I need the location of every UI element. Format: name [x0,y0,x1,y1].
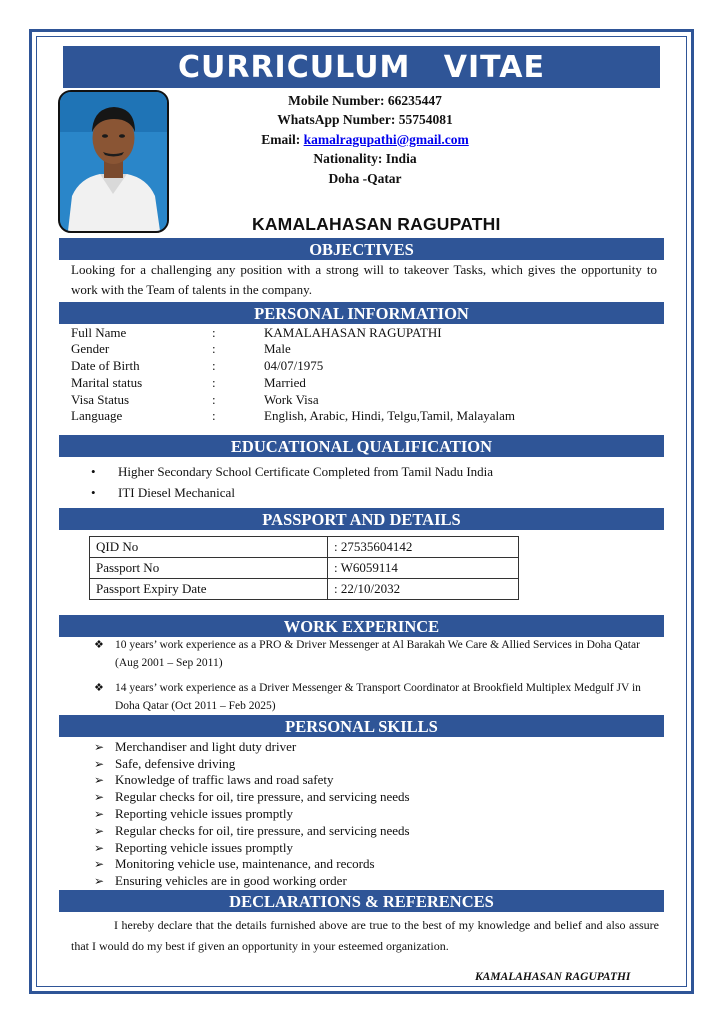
bullet-icon: • [91,485,96,500]
declaration-heading: DECLARATIONS & REFERENCES [59,890,664,912]
arrow-bullet-icon: ➢ [94,740,105,754]
info-value: Work Visa [264,392,319,407]
info-label: Visa Status [71,392,130,407]
skill-item: Reporting vehicle issues promptly [115,806,294,821]
info-value: Male [264,341,291,356]
info-label: Language [71,408,123,423]
passport-table [89,536,519,600]
info-colon: : [212,341,216,356]
work-item: 14 years’ work experience as a Driver Messenger & Transport Coordinator at Brookfield Multiplex Medgulf JV in Doha Qatar (Oct 2011 – Feb 2025) [115,682,641,712]
info-value: English, Arabic, Hindi, Telgu,Tamil, Malayalam [264,408,516,423]
arrow-bullet-icon: ➢ [94,790,105,804]
skill-item: Reporting vehicle issues promptly [115,840,294,855]
objectives-heading: OBJECTIVES [59,238,664,260]
skill-item: Ensuring vehicles are in good working order [115,873,347,888]
candidate-name: KAMALAHASAN RAGUPATHI [252,214,501,234]
passport-label: QID No [90,537,328,558]
arrow-bullet-icon: ➢ [94,857,105,871]
info-label: Marital status [71,375,143,390]
profile-photo [58,90,169,233]
passport-heading: PASSPORT AND DETAILS [59,508,664,530]
info-colon: : [212,375,216,390]
contact-block [200,91,530,188]
table-row [90,537,519,558]
personal-info-heading: PERSONAL INFORMATION [59,302,664,324]
skill-item: Knowledge of traffic laws and road safety [115,772,334,787]
skill-item: Safe, defensive driving [115,756,236,771]
diamond-bullet-icon: ❖ [94,639,104,651]
declaration-text: I hereby declare that the details furnished above are true to the best of my knowledge and belief and also assure that I would do my best if given an opportunity in your esteemed organization. [71,918,659,953]
skill-item: Regular checks for oil, tire pressure, and servicing needs [115,823,410,838]
info-colon: : [212,358,216,373]
whatsapp-number: WhatsApp Number: 55754081 [277,112,453,128]
arrow-bullet-icon: ➢ [94,824,105,838]
email-link[interactable]: kamalragupathi@gmail.com [303,131,469,147]
skill-item: Merchandiser and light duty driver [115,739,297,754]
objectives-text: Looking for a challenging any position with a strong will to takeover Tasks, which gives the opportunity to work with the Team of talents in the company. [71,262,657,297]
work-item: 10 years’ work experience as a PRO & Driver Messenger at Al Barakah We Care & Allied Services in Doha Qatar (Aug 2001 – Sep 2011) [115,639,640,669]
skill-item: Monitoring vehicle use, maintenance, and records [115,856,375,871]
skill-item: Regular checks for oil, tire pressure, and servicing needs [115,789,410,804]
person-portrait-icon [60,92,167,231]
info-label: Full Name [71,325,127,340]
nationality: Nationality: India [313,151,417,167]
diamond-bullet-icon: ❖ [94,682,104,694]
passport-value: : 22/10/2032 [328,579,519,600]
education-item: ITI Diesel Mechanical [118,485,235,500]
bullet-icon: • [91,464,96,479]
arrow-bullet-icon: ➢ [94,874,105,888]
info-value: Married [264,375,306,390]
info-value: 04/07/1975 [264,358,324,373]
info-label: Gender [71,341,110,356]
info-colon: : [212,408,216,423]
passport-label: Passport No [90,558,328,579]
passport-value: : 27535604142 [328,537,519,558]
info-value: KAMALAHASAN RAGUPATHI [264,325,442,340]
email-line [200,130,530,149]
arrow-bullet-icon: ➢ [94,757,105,771]
mobile-number: Mobile Number: 66235447 [288,93,442,108]
table-row [90,558,519,579]
arrow-bullet-icon: ➢ [94,773,105,787]
email-label: Email: [261,131,304,147]
work-heading: WORK EXPERINCE [59,615,664,637]
passport-label: Passport Expiry Date [90,579,328,600]
arrow-bullet-icon: ➢ [94,841,105,855]
table-row [90,579,519,600]
info-colon: : [212,392,216,407]
arrow-bullet-icon: ➢ [94,807,105,821]
info-label: Date of Birth [71,358,140,373]
location: Doha -Qatar [328,170,402,186]
signature-name: KAMALAHASAN RAGUPATHI [475,971,631,983]
skills-heading: PERSONAL SKILLS [59,715,664,737]
passport-value: : W6059114 [328,558,519,579]
education-item: Higher Secondary School Certificate Completed from Tamil Nadu India [118,464,494,479]
cv-title-banner: CURRICULUM VITAE [63,46,660,88]
education-heading: EDUCATIONAL QUALIFICATION [59,435,664,457]
info-colon: : [212,325,216,340]
